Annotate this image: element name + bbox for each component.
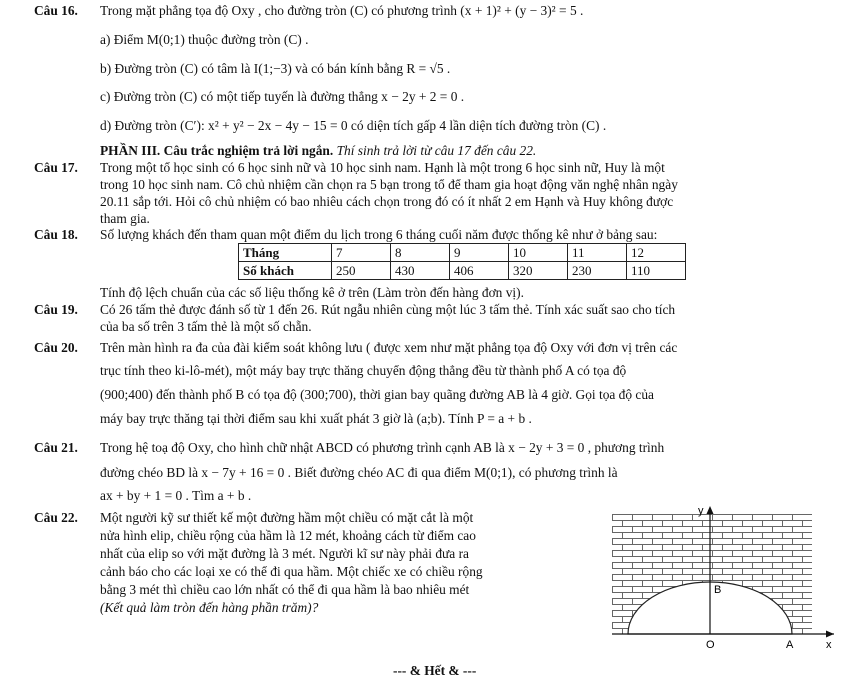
q21-line-1: Trong hệ toạ độ Oxy, cho hình chữ nhật ABCD có phương trình cạnh AB là x − 2y + 3 = 0 , phương trình [100,440,665,455]
table-row [239,244,686,262]
q21-line-2: đường chéo BD là x − 7y + 16 = 0 . Biết đường chéo AC đi qua điểm M(0;1), có phương trình là [100,465,618,480]
q19-line-2: của ba số trên 3 tấm thẻ là một số chẵn. [100,319,312,334]
q18-number: Câu 18. [34,227,78,242]
q22-line-5: bằng 3 mét thì chiều cao lớn nhất có thể đi qua hầm là bao nhiêu mét [100,582,470,597]
table-cell: 9 [450,244,509,262]
table-cell: 10 [509,244,568,262]
q19-number: Câu 19. [34,302,78,317]
table-header-visitors: Số khách [239,262,332,280]
origin-label: O [706,639,715,651]
footer-end-mark: --- & Hết & --- [393,663,477,678]
table-cell: 320 [509,262,568,280]
q19-line-1: Có 26 tấm thẻ được đánh số từ 1 đến 26. Rút ngẫu nhiên cùng một lúc 3 tấm thẻ. Tính xác suất sao cho tích [100,302,676,317]
q21-line-3: ax + by + 1 = 0 . Tìm a + b . [100,488,252,503]
q20-line-2: trục tính theo ki-lô-mét), một máy bay trực thăng chuyển động thẳng đều từ thành phố A có tọa độ [100,363,627,378]
part3-heading [100,142,536,160]
q16-number: Câu 16. [34,3,78,18]
tunnel-figure [612,502,842,652]
table-header-month: Tháng [239,244,332,262]
q17-line-3: 20.11 sắp tới. Hỏi cô chủ nhiệm có bao nhiêu cách chọn trong đó có ít nhất 2 em Hạnh và Huy không được [100,194,674,209]
q16-stem: Trong mặt phẳng tọa độ Oxy , cho đường tròn (C) có phương trình (x + 1)² + (y − 3)² = 5 . [100,3,584,18]
q22-line-1: Một người kỹ sư thiết kế một đường hầm một chiều có mặt cắt là một [100,510,474,525]
q17-line-1: Trong một tổ học sinh có 6 học sinh nữ và 10 học sinh nam. Hạnh là một trong 6 học sinh nữ, Huy là một [100,160,665,175]
visitor-table [238,243,686,280]
q20-line-1: Trên màn hình ra đa của đài kiểm soát không lưu ( được xem như mặt phẳng tọa độ Oxy với đơn vị trên các [100,340,678,355]
table-cell: 406 [450,262,509,280]
q22-line-6: (Kết quả làm tròn đến hàng phần trăm)? [100,600,319,615]
q22-line-2: nửa hình elip, chiều rộng của hầm là 12 mét, khoảng cách từ điểm cao [100,528,476,543]
q21-number: Câu 21. [34,440,78,455]
table-cell: 250 [332,262,391,280]
q17-line-4: tham gia. [100,211,150,226]
q16-option-a: a) Điểm M(0;1) thuộc đường tròn (C) . [100,32,309,47]
q17-line-2: trong 10 học sinh nam. Cô chủ nhiệm cần chọn ra 5 bạn trong tổ để tham gia hoạt động văn nghệ nhân ngày [100,177,678,192]
q18-stem: Số lượng khách đến tham quan một điểm du lịch trong 6 tháng cuối năm được thống kê như ở bảng sau: [100,227,658,242]
q22-number: Câu 22. [34,510,78,525]
q20-line-4: máy bay trực thăng tại thời điểm sau khi xuất phát 3 giờ là (a;b). Tính P = a + b . [100,411,532,426]
q16-option-d: d) Đường tròn (C′): x² + y² − 2x − 4y − 15 = 0 có diện tích gấp 4 lần diện tích đường tròn (C) . [100,118,607,133]
q16-option-c: c) Đường tròn (C) có một tiếp tuyến là đường thẳng x − 2y + 2 = 0 . [100,89,465,104]
q18-after: Tính độ lệch chuẩn của các số liệu thống kê ở trên (Làm tròn đến hàng đơn vị). [100,285,524,300]
q16-option-b: b) Đường tròn (C) có tâm là I(1;−3) và có bán kính bằng R = √5 . [100,61,451,76]
part3-title: PHẦN III. Câu trắc nghiệm trả lời ngắn. [100,143,334,158]
table-cell: 12 [627,244,686,262]
q22-line-3: nhất của elip so với mặt đường là 3 mét. Người kĩ sư này phải đưa ra [100,546,469,561]
y-axis-arrow-icon [707,506,714,514]
x-axis-label: x [826,639,832,651]
table-cell: 110 [627,262,686,280]
table-cell: 430 [391,262,450,280]
table-cell: 7 [332,244,391,262]
table-cell: 11 [568,244,627,262]
q20-line-3: (900;400) đến thành phố B có tọa độ (300;700), thời gian bay quãng đường AB là 4 giờ. Gọi tọa độ của [100,387,654,402]
point-a-label: A [786,639,794,651]
table-cell: 8 [391,244,450,262]
table-cell: 230 [568,262,627,280]
y-axis-label: y [698,505,704,517]
table-row [239,262,686,280]
part3-note: Thí sinh trả lời từ câu 17 đến câu 22. [336,143,537,158]
q17-number: Câu 17. [34,160,78,175]
q20-number: Câu 20. [34,340,78,355]
q22-line-4: cảnh báo cho các loại xe có thể đi qua hầm. Một chiếc xe có chiều rộng [100,564,483,579]
point-b-label: B [714,584,722,596]
x-axis-arrow-icon [826,631,834,638]
